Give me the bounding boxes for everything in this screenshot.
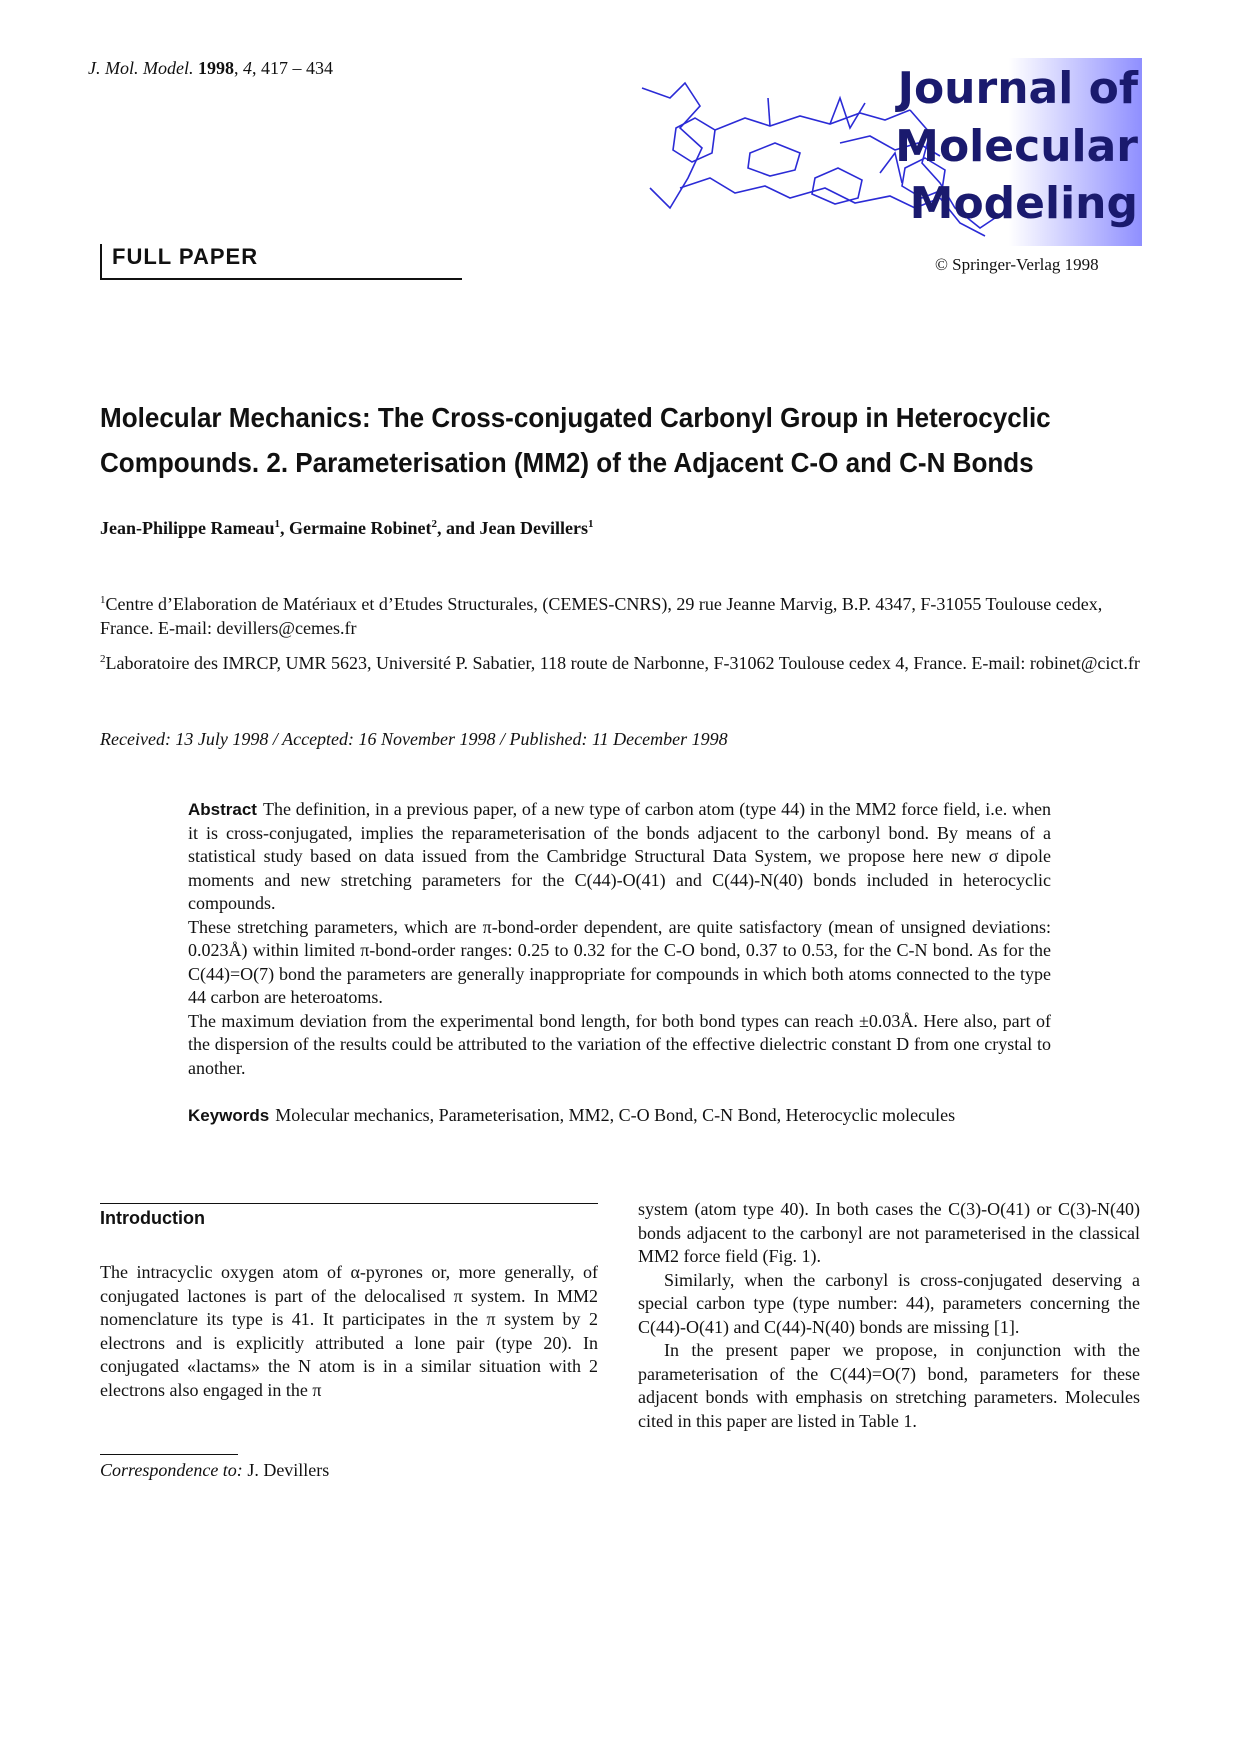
keywords-text: Molecular mechanics, Parameterisation, MM2, C-O Bond, C-N Bond, Heterocyclic molecules — [275, 1105, 956, 1125]
body-paragraph: Similarly, when the carbonyl is cross-conjugated deserving a special carbon type (type number: 44), parameters concerning the C(44)-O(41) and C(44)-N(40) bonds are missing [1]. — [638, 1269, 1140, 1337]
body-column-right — [638, 1198, 1140, 1433]
author-affil-mark: 1 — [588, 518, 594, 530]
author-separator: , and — [437, 518, 480, 538]
affiliation-text: Laboratoire des IMRCP, UMR 5623, Université P. Sabatier, 118 route de Narbonne, F-31062 Toulouse cedex 4, France. E-mail: robinet@cict.fr — [105, 653, 1140, 673]
abstract-paragraph: These stretching parameters, which are π-bond-order dependent, are quite satisfactory (mean of unsigned deviations: 0.023Å) within limited π-bond-order ranges: 0.25 to 0.32 for the C-O bond, 0.37 to 0.53, for the C-N bond. As for the C(44)=O(7) bond the parameters are generally inappropriate for compounds in which both atoms connected to the type 44 carbon are heteroatoms. — [188, 916, 1051, 1007]
journal-citation: J. Mol. Model. 1998, 4, 417 – 434 — [88, 58, 333, 78]
footnote-rule — [100, 1454, 238, 1455]
section-rule — [100, 1203, 598, 1204]
section-label-box — [100, 244, 462, 280]
title-line-1: Molecular Mechanics: The Cross-conjugated Carbonyl Group in Heterocyclic — [100, 402, 1051, 433]
author-affil-mark: 2 — [431, 518, 437, 530]
author-list — [100, 518, 594, 539]
abstract-paragraph: The definition, in a previous paper, of a new type of carbon atom (type 44) in the MM2 force field, i.e. when it is cross-conjugated, implies the reparameterisation of the bonds adjacent to the carbonyl bond. By means of a statistical study based on data issued from the Cambridge Structural Data System, we propose here new σ dipole moments and new stretching parameters for the C(44)-O(41) and C(44)-N(40) bonds included in heterocyclic compounds. — [188, 799, 1051, 913]
journal-pages: 417 – 434 — [260, 58, 333, 78]
author-name: Germaine Robinet — [289, 518, 432, 538]
article-title — [100, 395, 1142, 485]
journal-volume: 4 — [242, 58, 252, 78]
affiliation-mark: 1 — [100, 594, 106, 606]
body-column-left — [100, 1261, 598, 1402]
introduction-heading: Introduction — [100, 1208, 205, 1228]
body-paragraph: system (atom type 40). In both cases the C(3)-O(41) or C(3)-N(40) bonds adjacent to the carbonyl are not parameterised in the classical MM2 force field (Fig. 1). — [638, 1199, 1140, 1266]
copyright-notice: © Springer-Verlag 1998 — [935, 255, 1099, 274]
title-line-2: Compounds. 2. Parameterisation (MM2) of the Adjacent C-O and C-N Bonds — [100, 447, 1034, 478]
journal-logo — [640, 58, 1142, 246]
body-paragraph: The intracyclic oxygen atom of α-pyrones or, more generally, of conjugated lactones is part of the delocalised π system. In MM2 nomenclature its type is 41. It participates in the π system by 2 electrons and is explicitly attributed a lone pair (type 20). In conjugated «lactams» the N atom is in a similar situation with 2 electrons also engaged in the π — [100, 1262, 598, 1400]
logo-line-1: Journal of — [897, 63, 1138, 114]
correspondence-name: J. Devillers — [247, 1460, 330, 1480]
journal-abbrev: J. Mol. Model. — [88, 58, 194, 78]
publication-dates: Received: 13 July 1998 / Accepted: 16 November 1998 / Published: 11 December 1998 — [100, 729, 728, 749]
correspondence-label: Correspondence to: — [100, 1460, 243, 1480]
affiliation-text: Centre d’Elaboration de Matériaux et d’Etudes Structurales, (CEMES-CNRS), 29 rue Jeanne Marvig, B.P. 4347, F-31055 Toulouse cedex, France. E-mail: devillers@cemes.fr — [100, 594, 1103, 638]
logo-line-3: Modeling — [909, 178, 1138, 229]
author-affil-mark: 1 — [274, 518, 281, 530]
body-paragraph: In the present paper we propose, in conjunction with the parameterisation of the C(44)=O(7) bond, parameters for these adjacent bonds with emphasis on stretching parameters. Molecules cited in this paper are listed in Table 1. — [638, 1340, 1140, 1431]
abstract-paragraph: The maximum deviation from the experimental bond length, for both bond types can reach ±0.03Å. Here also, part of the dispersion of the results could be attributed to the variation of the effective dielectric constant D from one crystal to another. — [188, 1010, 1051, 1078]
keywords — [188, 1105, 1051, 1126]
affiliation-mark: 2 — [100, 653, 106, 665]
author-name: Jean Devillers — [479, 518, 589, 538]
affiliation-1 — [100, 588, 1140, 640]
correspondence — [100, 1460, 329, 1481]
author-separator: , — [280, 518, 290, 538]
author-name: Jean-Philippe Rameau — [100, 518, 275, 538]
keywords-label: Keywords — [188, 1106, 270, 1125]
affiliation-2 — [100, 647, 1140, 675]
section-label: FULL PAPER — [112, 244, 259, 269]
abstract — [188, 798, 1051, 1080]
logo-line-2: Molecular — [895, 121, 1138, 172]
abstract-label: Abstract — [188, 800, 257, 819]
journal-year: 1998 — [197, 58, 234, 78]
